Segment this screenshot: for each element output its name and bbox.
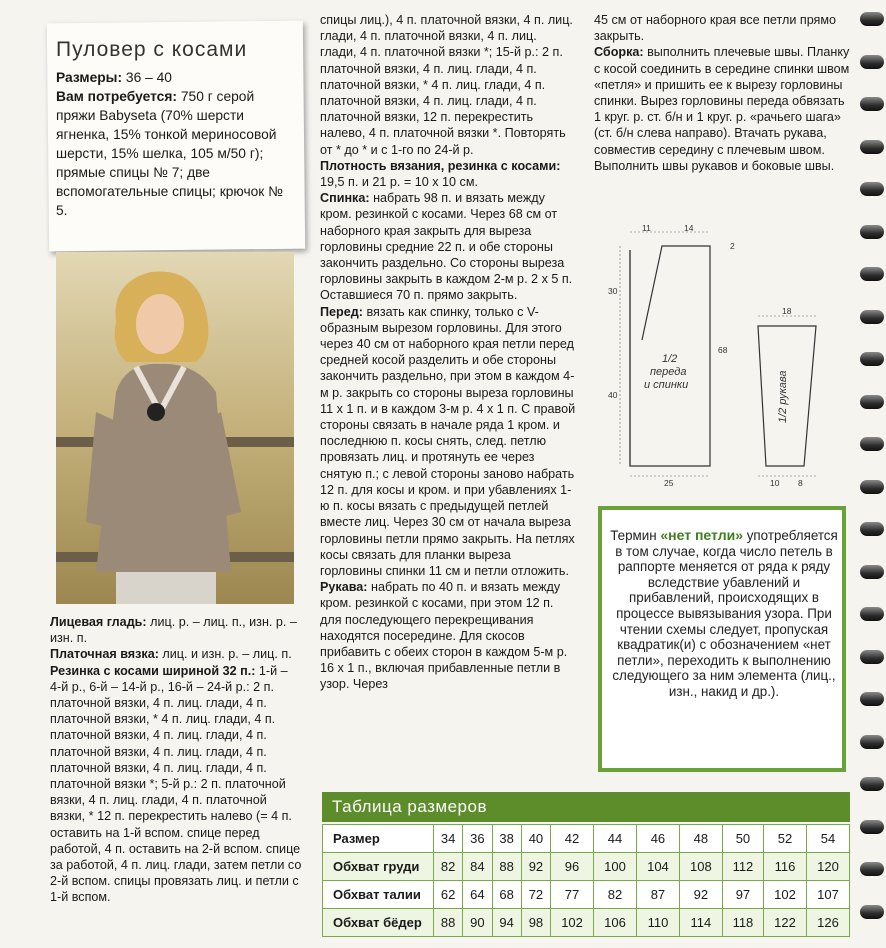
size-cell: 126: [806, 909, 849, 937]
size-cell: 92: [679, 881, 722, 909]
binding-ring: [860, 820, 884, 834]
size-cell: 50: [722, 825, 763, 853]
binding-ring: [860, 352, 884, 366]
dim-label: 14: [684, 223, 694, 233]
size-cell: 102: [764, 881, 807, 909]
size-cell: 120: [806, 853, 849, 881]
binding-ring: [860, 12, 884, 26]
binding-ring: [860, 97, 884, 111]
dim-label: 8: [798, 478, 803, 488]
section-label: Сборка:: [594, 45, 644, 60]
term-label: Платочная вязка:: [50, 647, 159, 662]
size-cell: 34: [434, 825, 463, 853]
pattern-schematic: [600, 218, 840, 498]
dim-label: 2: [730, 241, 735, 251]
size-cell: 112: [722, 853, 763, 881]
size-cell: 104: [636, 853, 679, 881]
size-cell: 96: [551, 853, 594, 881]
size-cell: 52: [764, 825, 807, 853]
binding-ring: [860, 905, 884, 919]
size-cell: 102: [551, 909, 594, 937]
dim-label: 10: [770, 478, 780, 488]
paragraph-text: выполнить плечевые швы. Планку с косой соединить в середине спинки швом «петля» и пришить ее к вырезу горловины спинки. Вырез горловины переда обвязать 1 круг. р. ст. б/н и 1 круг. р. «рачьего шага» (ст. б/н слева направо). Втачать рукава, совместив середину с плечевым швом. Выполнить швы рукавов и боковые швы.: [594, 45, 850, 173]
binding-ring: [860, 437, 884, 451]
note-pre: Термин: [610, 528, 657, 543]
binding-ring: [860, 862, 884, 876]
term-text: лиц. р. – лиц. п., изн. р. – изн. п.: [50, 615, 297, 646]
size-cell: 62: [434, 881, 463, 909]
size-table: [322, 824, 850, 937]
size-cell: 68: [492, 881, 521, 909]
binding-ring: [860, 565, 884, 579]
size-cell: 46: [636, 825, 679, 853]
size-row-label: Обхват груди: [323, 853, 434, 881]
note-highlight: «нет петли»: [660, 527, 743, 543]
materials-value: 750 г серой пряжи Babyseta (70% шерсти ягненка, 15% тонкой мериносовой шерсти, 15% шелка, 105 м/50 г); прямые спицы № 7; две вспомогательные спицы; крючок № 5.: [56, 89, 283, 218]
paragraph-text: 19,5 п. и 21 р. = 10 x 10 см.: [320, 175, 478, 190]
sizes-label: Размеры:: [56, 70, 123, 85]
paragraph-text: 45 см от наборного края все петли прямо закрыть.: [594, 13, 837, 44]
size-cell: 114: [679, 909, 722, 937]
binding-ring: [860, 777, 884, 791]
size-cell: 110: [636, 909, 679, 937]
sizes-value: 36 – 40: [125, 70, 172, 85]
section-label: Плотность вязания, резинка с косами:: [320, 158, 561, 173]
body-label: и спинки: [644, 379, 689, 391]
binding-ring: [860, 182, 884, 196]
dim-label: 68: [718, 345, 728, 355]
size-cell: 84: [463, 853, 492, 881]
size-cell: 87: [636, 881, 679, 909]
binding-ring: [860, 650, 884, 664]
materials-label: Вам потребуется:: [56, 89, 177, 104]
size-table-row: [323, 881, 850, 909]
size-cell: 44: [594, 825, 637, 853]
dim-label: 30: [608, 286, 618, 296]
size-row-label: Обхват талии: [323, 881, 434, 909]
paragraph-text: набрать по 40 п. и вязать между кром. резинкой с косами, при этом 12 п. для последующего перекрещивания находятся посередине. Для скосов прибавить с обеих сторон в каждом 5-м р. 16 x 1 п., включая прибавленные петли в узор. Через: [320, 580, 568, 692]
size-cell: 36: [463, 825, 492, 853]
header-info: [56, 68, 296, 220]
note-text: [606, 528, 842, 700]
size-cell: 48: [679, 825, 722, 853]
size-row-label: Размер: [323, 825, 434, 853]
size-cell: 40: [521, 825, 550, 853]
binding-ring: [860, 55, 884, 69]
binding-ring: [860, 225, 884, 239]
size-table-row: [323, 825, 850, 853]
sleeve-label: 1/2 рукава: [777, 370, 789, 423]
model-photo: [56, 252, 294, 604]
section-label: Перед:: [320, 304, 363, 319]
binding-ring: [860, 480, 884, 494]
size-cell: 100: [594, 853, 637, 881]
binding-ring: [860, 607, 884, 621]
binding-ring: [860, 267, 884, 281]
size-cell: 118: [722, 909, 763, 937]
term-label: Резинка с косами шириной 32 п.:: [50, 663, 256, 678]
size-cell: 107: [806, 881, 849, 909]
binding-ring: [860, 692, 884, 706]
dim-label: 25: [664, 478, 674, 488]
size-cell: 122: [764, 909, 807, 937]
size-cell: 82: [594, 881, 637, 909]
size-cell: 92: [521, 853, 550, 881]
dim-label: 18: [782, 306, 792, 316]
term-text: 1-й – 4-й р., 6-й – 14-й р., 16-й – 24-й р.: 2 п. платочной вязки, 4 п. лиц. глади, 4 п. платочной вязки, * 4 п. лиц. глади, 4 п. платочной вязки, 4 п. лиц. глади, 4 п. платочной вязки, 4 п. лиц. глади, 4 п. платочной вязки, 4 п. лиц. глади, 4 п. платочной вязки *; 5-й р.: 2 п. платочной вязки, 4 п. лиц. глади, 4 п. платочной вязки, * 12 п. перекрестить налево (= 4 п. оставить на 1-й вспом. спице перед работой, 4 п. оставить на 2-й вспом. спице за работой, 4 п. лиц. глади, затем петли со 2-й вспом. спицы провязать лиц. и петли с 1-й вспом.: [50, 663, 302, 905]
size-cell: 116: [764, 853, 807, 881]
paragraph-text: набрать 98 п. и вязать между кром. резинкой с косами. Через 68 см от наборного края закрыть для выреза горловины средние 22 п. и обе стороны закончить раздельно. Со стороны выреза горловины закрыть в каждом 2-м р. 2 x 5 п. Оставшиеся 70 п. прямо закрыть.: [320, 191, 573, 303]
body-label: переда: [650, 366, 687, 378]
binding-ring: [860, 522, 884, 536]
model-photo-illustration: [56, 252, 294, 604]
dim-label: 40: [608, 390, 618, 400]
paragraph-text: спицы лиц.), 4 п. платочной вязки, 4 п. лиц. глади, 4 п. платочной вязки, 4 п. лиц. глади, 4 п. платочной вязки *; 15-й р.: 2 п. платочной вязки, 4 п. лиц. глади, 4 п. платочной вязки, * 4 п. лиц. глади, 4 п. платочной вязки, 4 п. лиц. глади, 4 п. платочной вязки, 12 п. перекрестить налево, 4 п. платочной вязки *. Повторять от * до * и с 1-го по 24-й р.: [320, 13, 573, 157]
size-cell: 88: [492, 853, 521, 881]
size-cell: 72: [521, 881, 550, 909]
size-table-title: Таблица размеров: [322, 792, 850, 822]
size-cell: 42: [551, 825, 594, 853]
dim-label: 11: [642, 223, 651, 233]
size-cell: 38: [492, 825, 521, 853]
size-cell: 90: [463, 909, 492, 937]
size-cell: 106: [594, 909, 637, 937]
size-table-row: [323, 853, 850, 881]
right-text-column: [594, 12, 850, 174]
size-cell: 88: [434, 909, 463, 937]
binding-ring: [860, 735, 884, 749]
binding-ring: [860, 395, 884, 409]
size-cell: 97: [722, 881, 763, 909]
page-title: Пуловер с косами: [56, 38, 248, 61]
size-cell: 94: [492, 909, 521, 937]
size-cell: 82: [434, 853, 463, 881]
section-label: Рукава:: [320, 580, 368, 595]
section-label: Спинка:: [320, 191, 370, 206]
paragraph-text: вязать как спинку, только с V-образным вырезом горловины. Для этого через 40 см от наборного края петли перед средней косой разделить и обе стороны закончить раздельно, при этом в каждом 4-м р. закрыть со стороны выреза горловины 11 x 1 п. и в каждом 3-м р. 4 x 1 п. С правой стороны связать в начале ряда 1 кром. и последнюю п. косы снять, след. петлю провязать лиц. и протянуть ее через снятую п.; с левой стороны заново набрать 12 п. для косы и кром. и при убавлениях 1-ю п. косы вязать с предыдущей петлей вместе лиц. Через 30 см от начала выреза горловины петли прямо закрыть. На петлях косы связать для планки выреза горловины спинки 11 см и петли отложить.: [320, 304, 576, 578]
term-label: Лицевая гладь:: [50, 615, 147, 629]
size-row-label: Обхват бёдер: [323, 909, 434, 937]
middle-text-column: [320, 12, 576, 693]
size-cell: 64: [463, 881, 492, 909]
term-text: лиц. и изн. р. – лиц. п.: [162, 647, 292, 662]
binding-ring: [860, 140, 884, 154]
size-cell: 98: [521, 909, 550, 937]
size-table-row: [323, 909, 850, 937]
size-cell: 54: [806, 825, 849, 853]
size-cell: 77: [551, 881, 594, 909]
size-cell: 108: [679, 853, 722, 881]
binding-ring: [860, 310, 884, 324]
note-body: употребляется в том случае, когда число петель в раппорте меняется от ряда к ряду вследствие убавлений и прибавлений, происходящих в процессе вывязывания узора. При чтении схемы следует, пропуская квадратик(и) с обозначением «нет петли», переходить к выполнению следующего за ним элемента (лиц., изн., накид и др.).: [612, 528, 838, 699]
left-text-column: [50, 614, 302, 906]
body-label: 1/2: [662, 353, 678, 365]
